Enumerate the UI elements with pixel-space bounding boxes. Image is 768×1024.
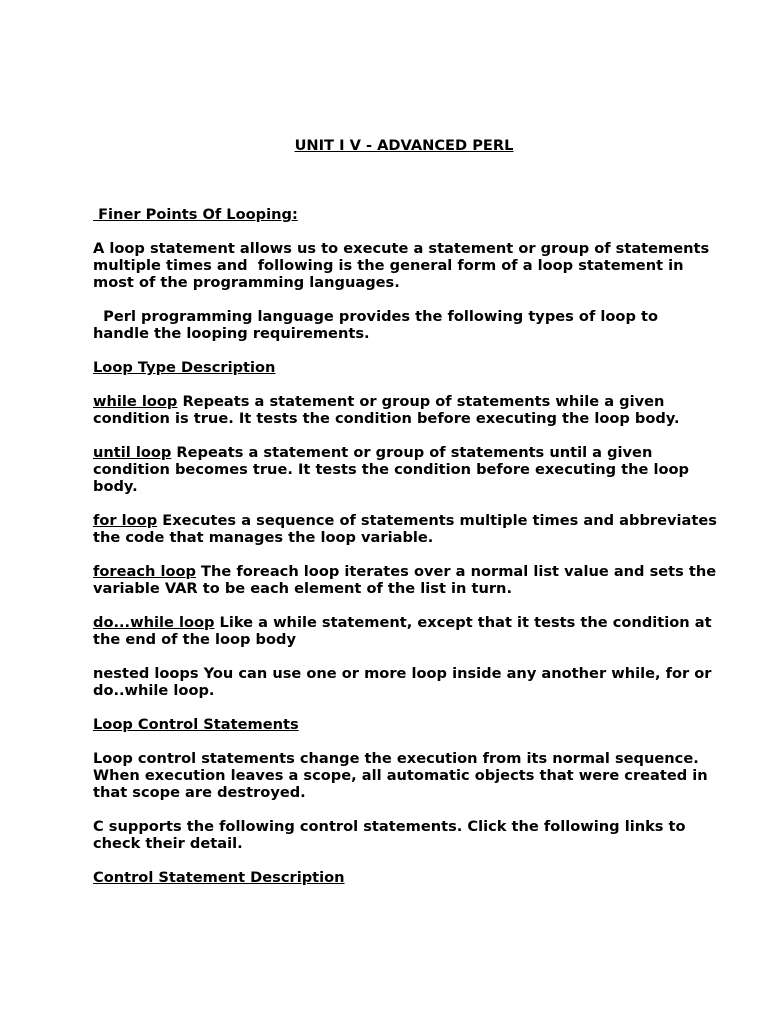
loop-item-for [93, 512, 718, 546]
section-heading-control-statement: Control Statement Description [93, 869, 345, 886]
term-do-while-loop[interactable]: do...while loop [93, 614, 215, 631]
section-heading-loop-type: Loop Type Description [93, 359, 276, 376]
loop-item-nested: nested loops You can use one or more loop inside any another while, for or do..while loop. [93, 665, 712, 699]
term-for-loop[interactable]: for loop [93, 512, 158, 529]
loop-item-do-while [93, 614, 718, 648]
page-title: UNIT I V - ADVANCED PERL [294, 137, 514, 154]
desc-while-loop: Repeats a statement or group of statements while a given condition is true. It tests the condition before executing the loop body. [93, 393, 680, 427]
desc-for-loop: Executes a sequence of statements multiple times and abbreviates the code that manages the loop variable. [93, 512, 717, 546]
section-heading-looping: Finer Points Of Looping: [93, 206, 298, 223]
paragraph-loop-statement: A loop statement allows us to execute a statement or group of statements multiple times and following is the general form of a loop statement in most of the programming languages. [93, 240, 715, 291]
term-while-loop[interactable]: while loop [93, 393, 178, 410]
term-foreach-loop[interactable]: foreach loop [93, 563, 196, 580]
desc-until-loop: Repeats a statement or group of statements until a given condition becomes true. It tests the condition before executing the loop body. [93, 444, 689, 495]
loop-item-until [93, 444, 718, 495]
loop-item-while [93, 393, 718, 427]
desc-do-while-loop: Like a while statement, except that it tests the condition at the end of the loop body [93, 614, 712, 648]
loop-item-foreach [93, 563, 718, 597]
paragraph-perl-loop-types: Perl programming language provides the following types of loop to handle the looping requirements. [93, 308, 664, 342]
paragraph-loop-control: Loop control statements change the execution from its normal sequence. When execution leaves a scope, all automatic objects that were created in that scope are destroyed. [93, 750, 708, 801]
document-body [93, 137, 718, 886]
desc-foreach-loop: The foreach loop iterates over a normal list value and sets the variable VAR to be each element of the list in turn. [93, 563, 717, 597]
section-heading-loop-control: Loop Control Statements [93, 716, 299, 733]
paragraph-c-supports: C supports the following control statements. Click the following links to check their detail. [93, 818, 686, 852]
term-until-loop[interactable]: until loop [93, 444, 172, 461]
